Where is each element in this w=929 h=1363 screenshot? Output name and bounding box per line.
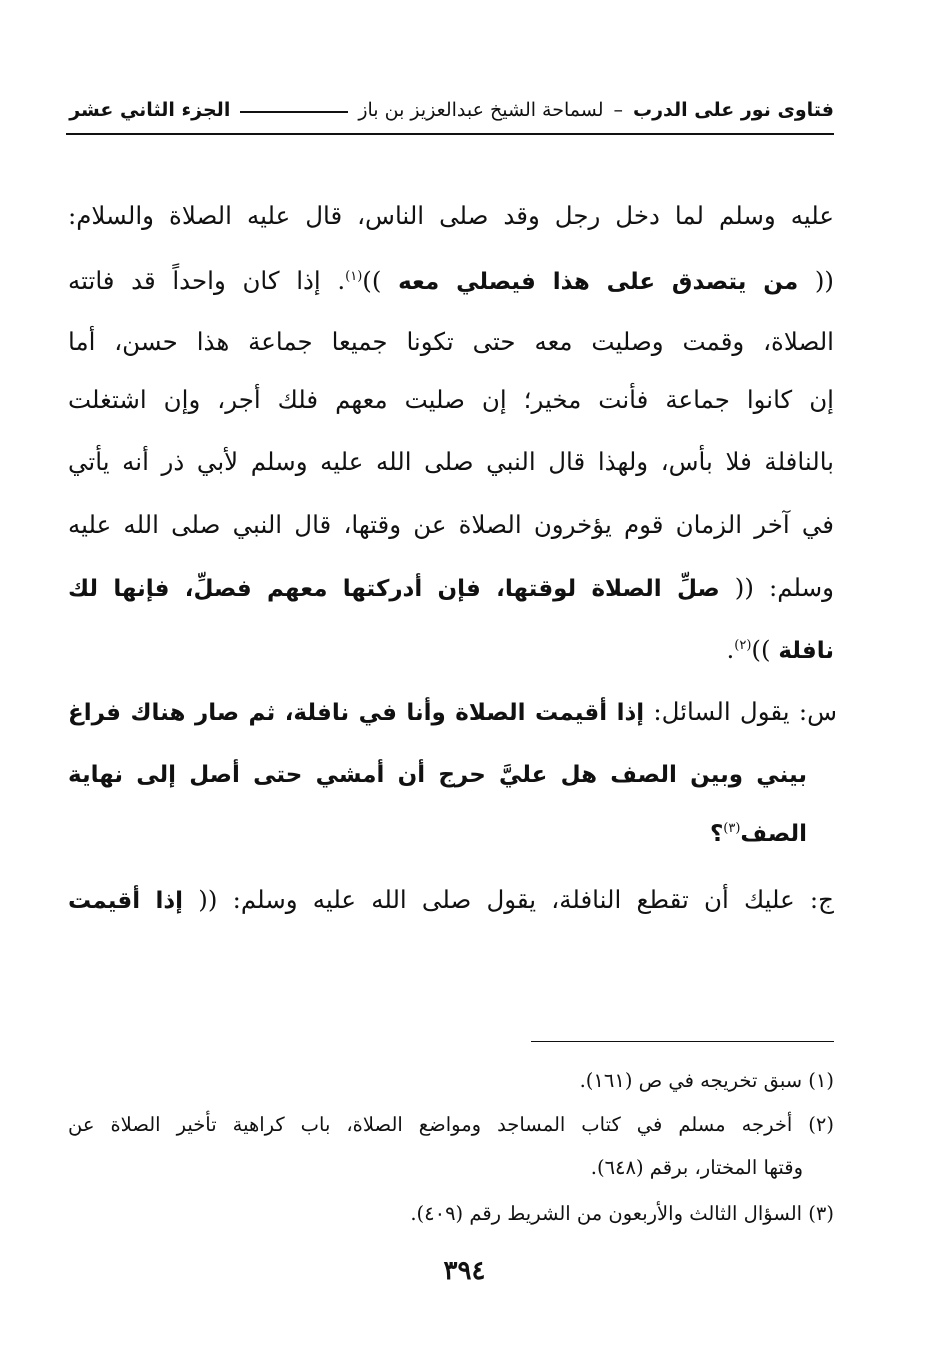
body-line-2: (( من يتصدق على هذا فيصلي معه ))$^{(١)}$. إذا كان واحداً قد فاتته	[68, 266, 834, 295]
header-underline	[66, 133, 834, 135]
footnote-1: (١) سبق تخريجه في ص (١٦١).	[579, 1069, 834, 1092]
running-header	[66, 92, 834, 128]
body-line-6: في آخر الزمان قوم يؤخرون الصلاة عن وقتها، قال النبي صلى الله عليه	[68, 510, 834, 539]
hadith-quote: إذا أقيمت	[68, 888, 184, 914]
footnote-separator	[531, 1041, 834, 1042]
page-number: ٣٩٤	[443, 1256, 486, 1286]
answer-prefix: ج: عليك أن تقطع النافلة، يقول صلى الله عليه وسلم:	[232, 885, 834, 914]
book-title: فتاوى نور على الدرب	[633, 99, 834, 121]
volume-part: الجزء الثاني عشر	[69, 99, 231, 121]
body-line-3: الصلاة، وقمت وصليت معه حتى تكونا جميعا جماعة هذا حسن، أما	[68, 327, 834, 356]
body-line-4: إن كانوا جماعة فأنت مخير؛ إن صليت معهم فلك أجر، وإن اشتغلت	[68, 385, 834, 414]
quote-close: ))	[751, 635, 771, 664]
question-line-3: الصف$^{(٣)}$؟	[709, 820, 807, 847]
body-line-7: وسلم: (( صلِّ الصلاة لوقتها، فإن أدركتها معهم فصلِّ، فإنها لك	[68, 573, 834, 602]
question-prefix: س: يقول السائل:	[653, 697, 837, 726]
hadith-quote: صلِّ الصلاة لوقتها، فإن أدركتها معهم فصلِّ، فإنها لك	[68, 576, 720, 602]
footnote-ref-3: (٣)	[723, 820, 741, 836]
header-rule-segment	[240, 111, 348, 113]
quote-open: ((	[198, 885, 218, 914]
quote-open: ((	[814, 266, 834, 295]
header-dash: –	[613, 99, 623, 121]
hadith-quote: من يتصدق على هذا فيصلي معه	[398, 269, 799, 295]
answer-line-1	[68, 878, 834, 923]
quote-open: ((	[734, 573, 754, 602]
footnote-2-line-2: وقتها المختار، برقم (٦٤٨).	[590, 1156, 803, 1179]
question-line-2: بيني وبين الصف هل عليَّ حرج أن أمشي حتى أصل إلى نهاية	[68, 762, 807, 788]
footnote-ref-2: (٢)	[734, 637, 752, 653]
footnote-ref-1: (١)	[345, 268, 363, 284]
body-line-8: نافلة ))$^{(٢)}$.	[726, 635, 834, 664]
body-line-5: بالنافلة فلا بأس، ولهذا قال النبي صلى الله عليه وسلم لأبي ذر أنه يأتي	[68, 447, 834, 476]
body-line-1: عليه وسلم لما دخل رجل وقد صلى الناس، قال عليه الصلاة والسلام:	[68, 201, 834, 230]
quote-close: ))	[362, 266, 382, 295]
author-name: لسماحة الشيخ عبدالعزيز بن باز	[358, 99, 604, 121]
footnote-3: (٣) السؤال الثالث والأربعون من الشريط رقم (٤٠٩).	[410, 1202, 834, 1225]
hadith-quote-end: نافلة	[778, 638, 834, 664]
question-line-1: س: يقول السائل: إذا أقيمت الصلاة وأنا في نافلة، ثم صار هناك فراغ	[68, 697, 837, 726]
footnote-2-line-1: (٢) أخرجه مسلم في كتاب المساجد ومواضع الصلاة، باب كراهية تأخير الصلاة عن	[68, 1113, 834, 1136]
